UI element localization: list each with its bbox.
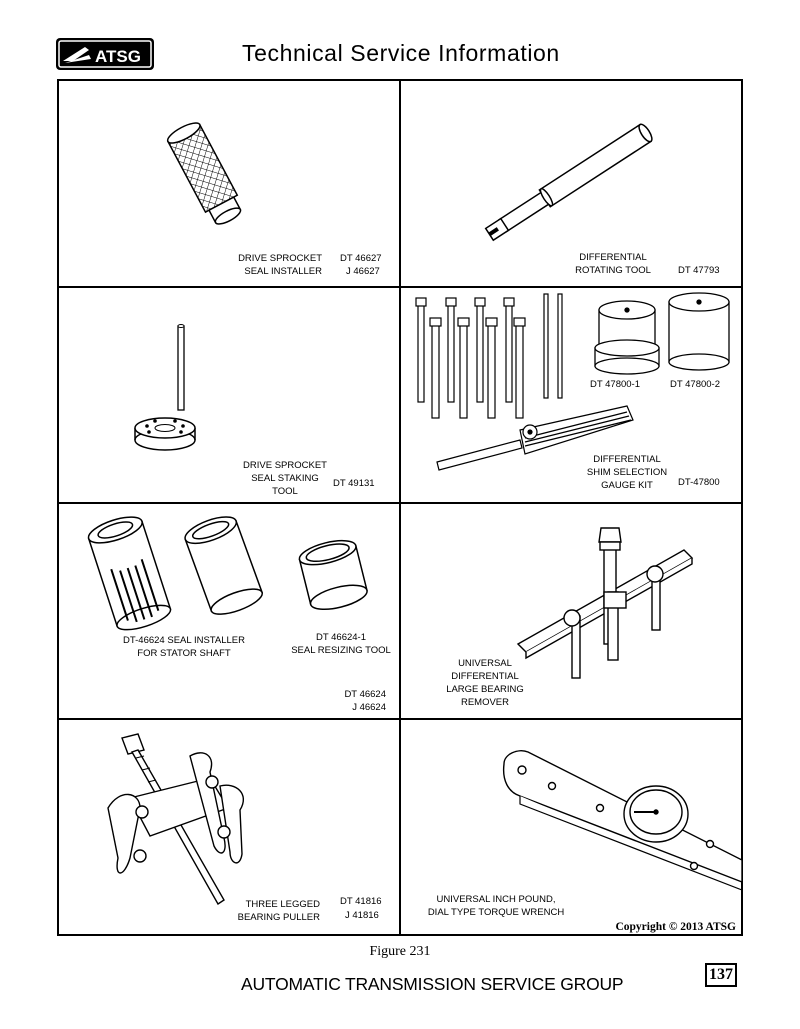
stator-seal-tools-illustration xyxy=(78,514,378,634)
atsg-logo xyxy=(55,37,155,71)
tool-name-line3: LARGE BEARING xyxy=(446,684,524,695)
grid-divider-row2 xyxy=(57,502,743,504)
tool-name-line2: SHIM SELECTION xyxy=(586,467,668,478)
tool-name-line1: DRIVE SPROCKET xyxy=(243,460,327,471)
tool-name-line1: UNIVERSAL INCH POUND, xyxy=(436,894,556,905)
sub-tool-name: SEAL RESIZING TOOL xyxy=(291,645,391,656)
tool-code: DT 41816 xyxy=(340,896,382,907)
tool-name-line1: UNIVERSAL xyxy=(458,658,512,669)
tool-code: DT 49131 xyxy=(333,478,375,489)
tool-name-line3: TOOL xyxy=(272,486,298,497)
figure-caption: Figure 231 xyxy=(369,944,431,959)
tool-name-line1: DRIVE SPROCKET xyxy=(238,253,322,264)
grid-divider-vertical xyxy=(399,79,401,936)
grid-divider-row3 xyxy=(57,718,743,720)
rotating-tool-illustration xyxy=(470,112,670,247)
copyright: Copyright © 2013 ATSG xyxy=(615,921,736,933)
tool-code: DT 46627 xyxy=(340,253,382,264)
svg-text:ATSG: ATSG xyxy=(95,47,141,66)
tool-code-alt: J 41816 xyxy=(345,910,379,921)
page-title: Technical Service Information xyxy=(242,40,560,66)
footer-title: AUTOMATIC TRANSMISSION SERVICE GROUP xyxy=(241,974,624,994)
tool-code-alt: J 46627 xyxy=(346,266,380,277)
tool-name-line2: BEARING PULLER xyxy=(237,912,320,923)
tool-name-line1: DIFFERENTIAL xyxy=(593,454,661,465)
tool-name-line4: REMOVER xyxy=(460,697,510,708)
tool-name-line2: FOR STATOR SHAFT xyxy=(137,648,231,659)
seal-installer-illustration xyxy=(160,118,260,238)
tool-name-line1: DIFFERENTIAL xyxy=(579,252,647,263)
tool-name-line1: DT-46624 SEAL INSTALLER xyxy=(123,635,245,646)
tool-name-line2: SEAL INSTALLER xyxy=(244,266,322,277)
tool-code: DT 46624 xyxy=(344,689,386,700)
tool-code-alt: J 46624 xyxy=(352,702,386,713)
bearing-puller-illustration xyxy=(100,728,260,918)
tool-name-line1: THREE LEGGED xyxy=(245,899,320,910)
sub-tool-code-2: DT 47800-2 xyxy=(670,379,720,390)
tool-name-line3: GAUGE KIT xyxy=(601,480,653,491)
torque-wrench-illustration xyxy=(494,744,742,894)
tool-name-line2: ROTATING TOOL xyxy=(575,265,651,276)
tool-code: DT-47800 xyxy=(678,477,720,488)
tool-name-line2: SEAL STAKING xyxy=(251,473,319,484)
tool-code: DT 47793 xyxy=(678,265,720,276)
sub-tool-code: DT 46624-1 xyxy=(316,632,366,643)
tool-name-line2: DIFFERENTIAL xyxy=(451,671,519,682)
sub-tool-code-1: DT 47800-1 xyxy=(590,379,640,390)
page-number: 137 xyxy=(705,963,737,987)
bearing-remover-illustration xyxy=(512,524,722,684)
staking-tool-illustration xyxy=(125,322,205,462)
grid-divider-row1 xyxy=(57,286,743,288)
tool-name-line2: DIAL TYPE TORQUE WRENCH xyxy=(427,907,565,918)
